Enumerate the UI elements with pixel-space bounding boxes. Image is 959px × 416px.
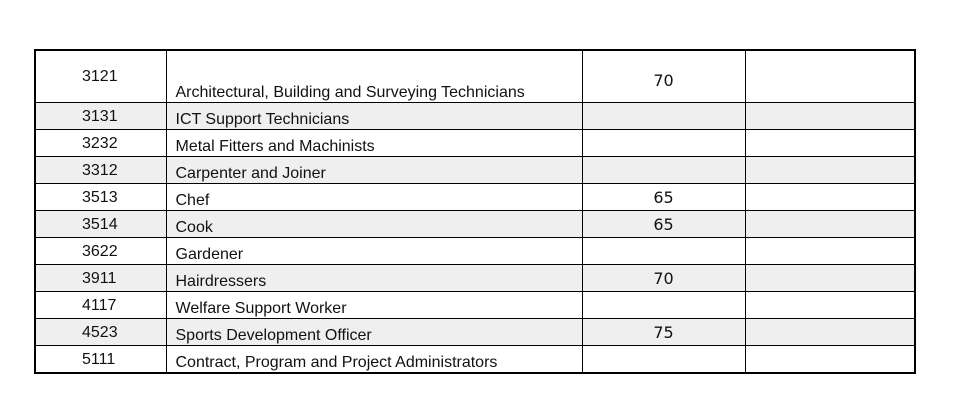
occupation-score: 75 xyxy=(582,319,745,346)
occupation-code: 3911 xyxy=(35,265,166,292)
occupation-extra xyxy=(745,346,915,374)
table-row xyxy=(35,103,915,130)
occupation-table xyxy=(34,49,916,374)
occupation-score xyxy=(582,157,745,184)
table-row xyxy=(35,346,915,374)
occupation-score: 65 xyxy=(582,211,745,238)
occupation-extra xyxy=(745,157,915,184)
table-row xyxy=(35,184,915,211)
occupation-extra xyxy=(745,292,915,319)
occupation-code: 3121 xyxy=(35,50,166,103)
occupation-extra xyxy=(745,130,915,157)
occupation-title: Gardener xyxy=(166,238,582,265)
occupation-title: Cook xyxy=(166,211,582,238)
occupation-code: 3232 xyxy=(35,130,166,157)
occupation-code: 3131 xyxy=(35,103,166,130)
occupation-score: 70 xyxy=(582,50,745,103)
occupation-code: 3513 xyxy=(35,184,166,211)
occupation-title: Architectural, Building and Surveying Technicians xyxy=(166,50,582,103)
occupation-code: 5111 xyxy=(35,346,166,374)
occupation-code: 4117 xyxy=(35,292,166,319)
occupation-code: 3622 xyxy=(35,238,166,265)
table-row xyxy=(35,157,915,184)
occupation-score xyxy=(582,292,745,319)
table-row xyxy=(35,265,915,292)
occupation-code: 3312 xyxy=(35,157,166,184)
occupation-title: ICT Support Technicians xyxy=(166,103,582,130)
occupation-extra xyxy=(745,238,915,265)
occupation-title: Contract, Program and Project Administrators xyxy=(166,346,582,374)
occupation-title: Chef xyxy=(166,184,582,211)
occupation-title: Sports Development Officer xyxy=(166,319,582,346)
occupation-extra xyxy=(745,319,915,346)
occupation-extra xyxy=(745,184,915,211)
table-row xyxy=(35,130,915,157)
occupation-score xyxy=(582,130,745,157)
occupation-score: 70 xyxy=(582,265,745,292)
occupation-score xyxy=(582,346,745,374)
occupation-title: Carpenter and Joiner xyxy=(166,157,582,184)
occupation-title: Metal Fitters and Machinists xyxy=(166,130,582,157)
occupation-code: 4523 xyxy=(35,319,166,346)
table-row xyxy=(35,292,915,319)
occupation-extra xyxy=(745,50,915,103)
table-row xyxy=(35,211,915,238)
occupation-title: Hairdressers xyxy=(166,265,582,292)
table-row xyxy=(35,319,915,346)
occupation-extra xyxy=(745,265,915,292)
occupation-extra xyxy=(745,211,915,238)
occupation-extra xyxy=(745,103,915,130)
occupation-score xyxy=(582,238,745,265)
table-row xyxy=(35,238,915,265)
occupation-title: Welfare Support Worker xyxy=(166,292,582,319)
occupation-code: 3514 xyxy=(35,211,166,238)
table-row xyxy=(35,50,915,103)
occupation-score: 65 xyxy=(582,184,745,211)
occupation-score xyxy=(582,103,745,130)
